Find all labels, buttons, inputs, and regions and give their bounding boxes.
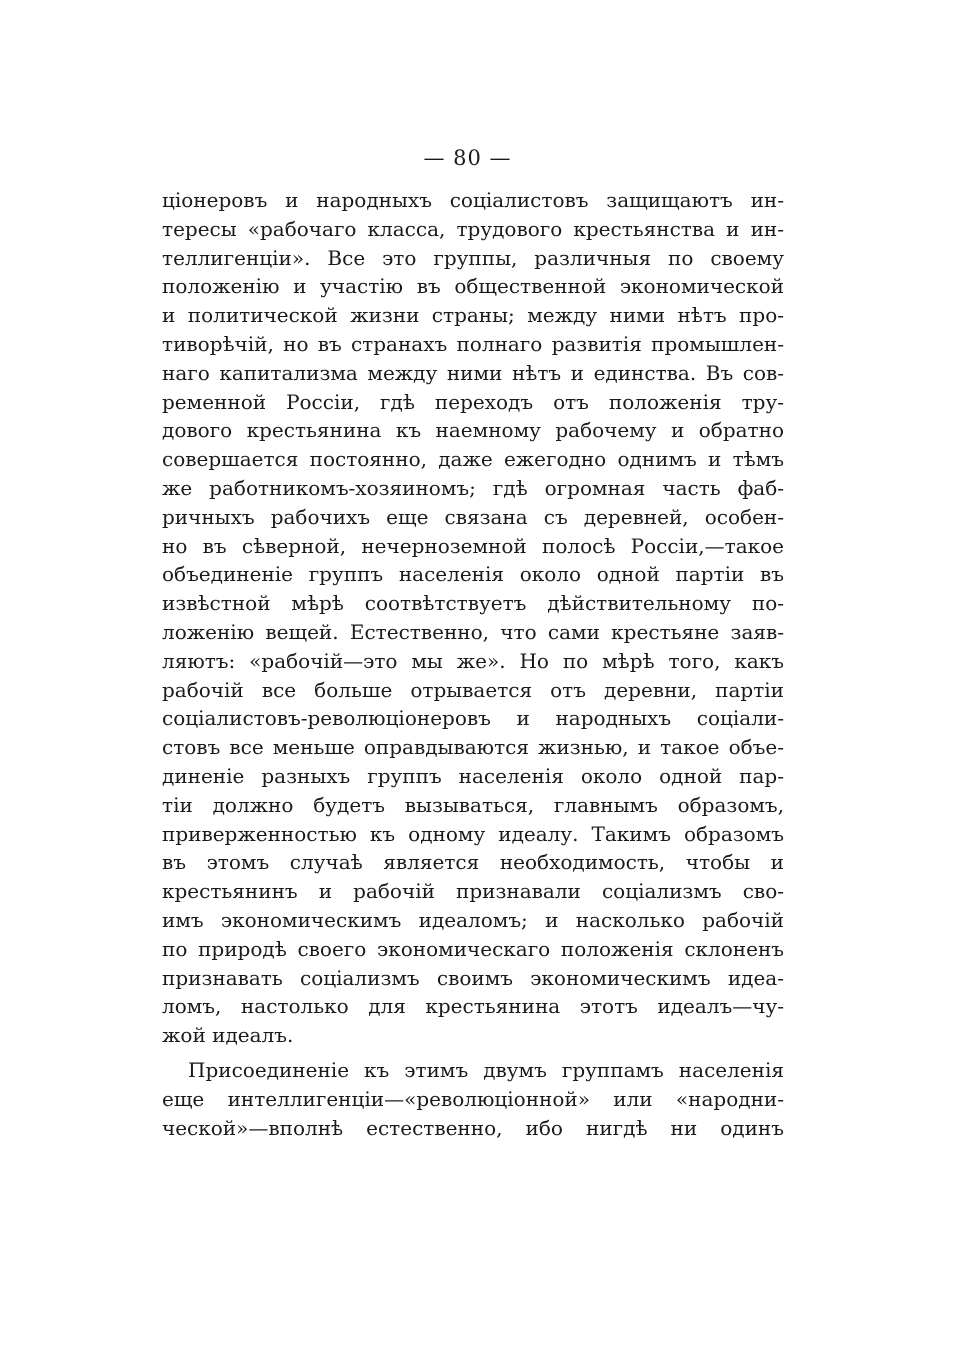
text-line: ломъ, настолько для крестьянина этотъ идеалъ—чу- (162, 994, 784, 1019)
text-line: крестьянинъ и рабочій признавали соціализмъ сво- (162, 879, 784, 904)
text-line: диненіе разныхъ группъ населенія около одной пар- (162, 763, 784, 788)
text-line: признавать соціализмъ своимъ экономическимъ идеа- (162, 965, 784, 990)
text-line: извѣстной мѣрѣ соотвѣтствуетъ дѣйствительному по- (162, 591, 784, 616)
text-line: стовъ все меньше оправдываются жизнью, и такое объе- (162, 735, 784, 760)
text-line: ложенію вещей. Естественно, что сами крестьяне заяв- (162, 619, 784, 644)
body-text (162, 186, 784, 1142)
text-line: ляютъ: «рабочій—это мы же». Но по мѣрѣ того, какъ (162, 648, 784, 673)
text-line: и политической жизни страны; между ними нѣтъ про- (162, 303, 784, 328)
text-line: наго капитализма между ними нѣтъ и единства. Въ сов- (162, 360, 784, 385)
text-line: дового крестьянина къ наемному рабочему и обратно (162, 418, 784, 443)
text-line: соціалистовъ-революціонеровъ и народныхъ соціали- (162, 706, 784, 731)
paragraph-2 (162, 1056, 784, 1142)
page-number: — 80 — (423, 146, 512, 170)
text-line: тересы «рабочаго класса, трудового крестьянства и ин- (162, 216, 784, 241)
text-line: совершается постоянно, даже ежегодно однимъ и тѣмъ (162, 447, 784, 472)
text-line: имъ экономическимъ идеаломъ; и насколько рабочій (162, 907, 784, 932)
text-line: ричныхъ рабочихъ еще связана съ деревней, особен- (162, 504, 784, 529)
text-line: ческой»—вполнѣ естественно, ибо нигдѣ ни одинъ (162, 1115, 784, 1140)
text-line: жой идеалъ. (162, 1023, 294, 1048)
text-line: ціонеровъ и народныхъ соціалистовъ защищаютъ ин- (162, 188, 784, 212)
text-line: положенію и участію въ общественной экономической (162, 274, 784, 299)
text-line: по природѣ своего экономическаго положенія склоненъ (162, 936, 784, 961)
text-line: еще интеллигенціи—«революціонной» или «народни- (162, 1086, 784, 1111)
text-line: объединеніе группъ населенія около одной партіи въ (162, 562, 784, 587)
paragraph-1 (162, 186, 784, 1050)
text-line: тиворѣчій, но въ странахъ полнаго развитія промышлен- (162, 331, 784, 356)
text-line: теллигенціи». Все это группы, различныя по своему (162, 245, 784, 270)
text-line: тіи должно будетъ вызываться, главнымъ образомъ, (162, 792, 784, 817)
text-line: но въ сѣверной, нечерноземной полосѣ Россіи,—такое (162, 533, 784, 558)
text-line: рабочій все больше отрывается отъ деревни, партіи (162, 677, 784, 702)
text-line: ременной Россіи, гдѣ переходъ отъ положенія тру- (162, 389, 784, 414)
text-line: же работникомъ-хозяиномъ; гдѣ огромная часть фаб- (162, 475, 784, 500)
text-line: Присоединеніе къ этимъ двумъ группамъ населенія (188, 1057, 784, 1082)
text-line: приверженностью къ одному идеалу. Такимъ образомъ (162, 821, 784, 846)
text-line: въ этомъ случаѣ является необходимость, чтобы и (162, 850, 784, 875)
